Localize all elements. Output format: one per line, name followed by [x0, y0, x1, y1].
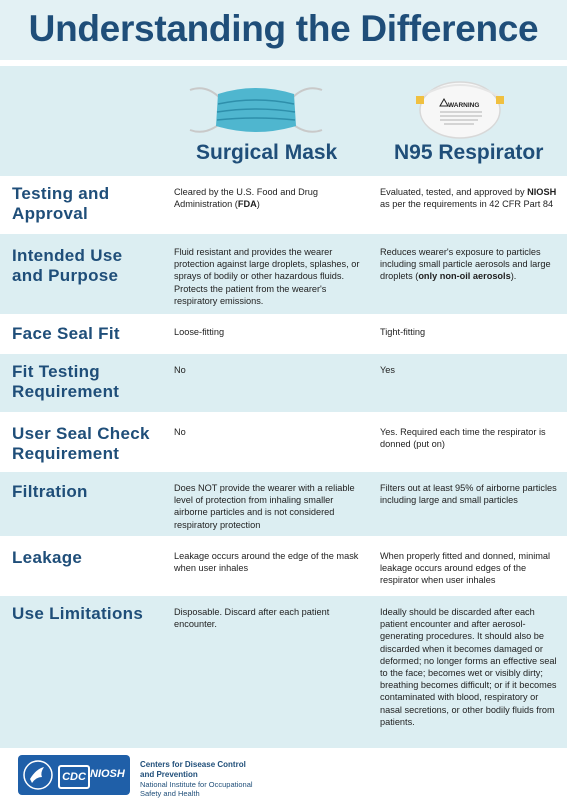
emphasis-text: only non-oil aerosols [418, 271, 511, 282]
row-user-seal-check [0, 412, 567, 472]
row-label: Filtration [12, 482, 88, 501]
n95-cell [380, 482, 558, 506]
cell-text: Loose-fitting [174, 327, 225, 337]
cdc-line-2: and Prevention [140, 769, 198, 779]
row-label: User Seal Check Requirement [12, 424, 150, 463]
row-face-seal-fit [0, 314, 567, 354]
cdc-logo: CDC [58, 765, 90, 789]
row-use-limitations [0, 596, 567, 748]
n95-cell [380, 550, 558, 587]
surgical-cell [174, 606, 364, 630]
n95-cell [380, 364, 558, 376]
cell-text: When properly fitted and donned, minimal leakage occurs around edges of the respirator when user inhales [380, 551, 551, 586]
n95-cell [380, 606, 558, 728]
cell-text: Tight-fitting [380, 327, 426, 337]
surgical-cell [174, 186, 364, 210]
cell-text: Evaluated, tested, and approved by [380, 187, 528, 197]
cell-text: 42 CFR Part 84 [489, 199, 554, 210]
row-testing-approval [0, 176, 567, 234]
cell-text: ) [256, 199, 260, 210]
n95-cell [380, 426, 558, 450]
cell-text: Reduces wearer's exposure to particles including small particle aerosols and large droplets ( [380, 247, 551, 282]
cell-text: No [174, 427, 186, 437]
row-label: Fit Testing Requirement [12, 362, 120, 401]
surgical-mask-heading: Surgical Mask [196, 141, 338, 164]
surgical-cell [174, 482, 364, 531]
cell-text: Does NOT provide the wearer with a reliable level of protection from inhaling smaller airborne particles and is not considered respiratory protection [174, 483, 355, 530]
cell-text: Yes [380, 365, 395, 375]
row-label: Leakage [12, 548, 83, 567]
cell-text: Disposable. Discard after each patient encounter. [174, 607, 330, 630]
n95-respirator-heading: N95 Respirator [394, 141, 544, 164]
cell-text: Leakage occurs around the edge of the mask when user inhales [174, 551, 359, 574]
n95-cell [380, 326, 558, 338]
cdc-name [140, 760, 246, 779]
hhs-eagle-icon [22, 759, 54, 791]
cell-text: Filters out at least 95% of airborne particles including large and small particles [380, 483, 557, 506]
cell-text: Cleared by the U.S. Food and Drug Administration ( [174, 187, 319, 210]
niosh-name [140, 780, 253, 798]
emphasis-text: NIOSH [527, 187, 557, 197]
row-label: Use Limitations [12, 604, 144, 623]
surgical-cell [174, 326, 364, 338]
cell-text: Fluid resistant and provides the wearer protection against large droplets, splashes, or sprays of bodily or other hazardous fluids. Protects the patient from the wearer's respiratory emissions. [174, 247, 360, 306]
n95-warning-label: WARNING [448, 102, 480, 109]
surgical-cell [174, 364, 364, 376]
surgical-cell [174, 246, 364, 307]
row-filtration [0, 472, 567, 536]
cell-text: Yes. Required each time the respirator is donned (put on) [380, 427, 546, 450]
surgical-cell [174, 426, 364, 438]
cell-text: ). [510, 271, 517, 282]
n95-cell [380, 246, 558, 283]
row-leakage [0, 536, 567, 596]
niosh-line-2: Safety and Health [140, 789, 200, 798]
surgical-mask-image [186, 80, 326, 140]
cdc-line-1: Centers for Disease Control [140, 760, 246, 769]
cell-text: as per the requirements in [380, 199, 490, 210]
row-intended-use [0, 234, 567, 314]
niosh-line-1: National Institute for Occupational [140, 780, 253, 789]
surgical-cell [174, 550, 364, 574]
niosh-logo: NIOSH [90, 768, 125, 780]
n95-cell [380, 186, 558, 210]
page-title: Understanding the Difference [28, 8, 539, 49]
row-label: Testing and Approval [12, 184, 110, 223]
cell-text: No [174, 365, 186, 375]
row-label: Intended Use and Purpose [12, 246, 123, 285]
row-label: Face Seal Fit [12, 324, 120, 343]
emphasis-text: FDA [237, 199, 257, 210]
row-fit-testing [0, 354, 567, 412]
cell-text: Ideally should be discarded after each patient encounter and after aerosol-generating procedures. It should also be discarded when it becomes damaged or deformed; no longer forms an effective seal to the face; becomes wet or visibly dirty; breathing becomes difficult; or if it becomes contaminated with blood, respiratory or nasal secretions, or other bodily fluids from patients. [380, 607, 557, 727]
